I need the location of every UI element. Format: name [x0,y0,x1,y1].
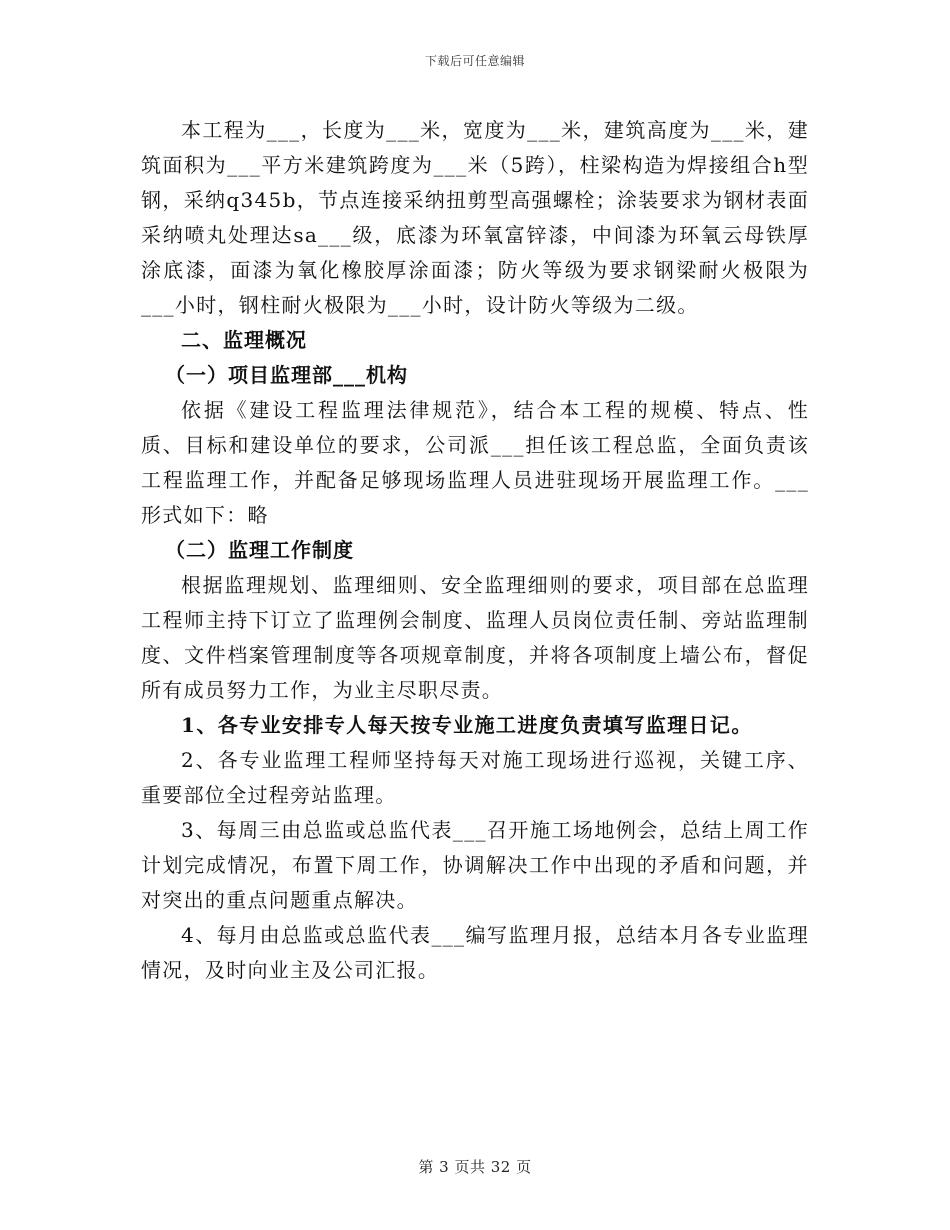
subsection-heading-work-system: （二）监理工作制度 [165,538,354,562]
list-item-1: 1、各专业安排专人每天按专业施工进度负责填写监理日记。 [181,713,753,737]
list-item-3: 3、每周三由总监或总监代表___召开施工场地例会，总结上周工作计划完成情况，布置下周工作，协调解决工作中出现的矛盾和问题，并对突出的重点问题重点解决。 [141,818,809,912]
project-overview-paragraph: 本工程为___，长度为___米，宽度为___米，建筑高度为___米，建筑面积为___平方米建筑跨度为___米（5跨），柱梁构造为焊接组合h型钢，采纳q345b，节点连接采纳扭剪型高强螺栓；涂装要求为钢材表面采纳喷丸处理达sa___级，底漆为环氧富锌漆，中间漆为环氧云母铁厚涂底漆，面漆为氧化橡胶厚涂面漆；防火等级为要求钢梁耐火极限为___小时，钢柱耐火极限为___小时，设计防火等级为二级。 [141,118,809,317]
section-heading-supervision-overview: 二、监理概况 [181,328,307,352]
list-item-4: 4、每月由总监或总监代表___编写监理月报，总结本月各专业监理情况，及时向业主及公司汇报。 [141,923,809,982]
page-header: 下载后可任意编辑 [424,54,525,68]
list-item-2: 2、各专业监理工程师坚持每天对施工现场进行巡视，关键工序、重要部位全过程旁站监理。 [141,748,809,807]
subsection-heading-project-department: （一）项目监理部___机构 [165,363,408,387]
organization-paragraph: 依据《建设工程监理法律规范》，结合本工程的规模、特点、性质、目标和建设单位的要求，公司派___担任该工程总监，全面负责该工程监理工作，并配备足够现场监理人员进驻现场开展监理工作。___形式如下：略 [141,398,809,527]
document-body [141,113,809,988]
page-number: 第 3 页共 32 页 [418,1158,532,1176]
work-system-paragraph: 根据监理规划、监理细则、安全监理细则的要求，项目部在总监理工程师主持下订立了监理例会制度、监理人员岗位责任制、旁站监理制度、文件档案管理制度等各项规章制度，并将各项制度上墙公布，督促所有成员努力工作，为业主尽职尽责。 [141,573,809,702]
